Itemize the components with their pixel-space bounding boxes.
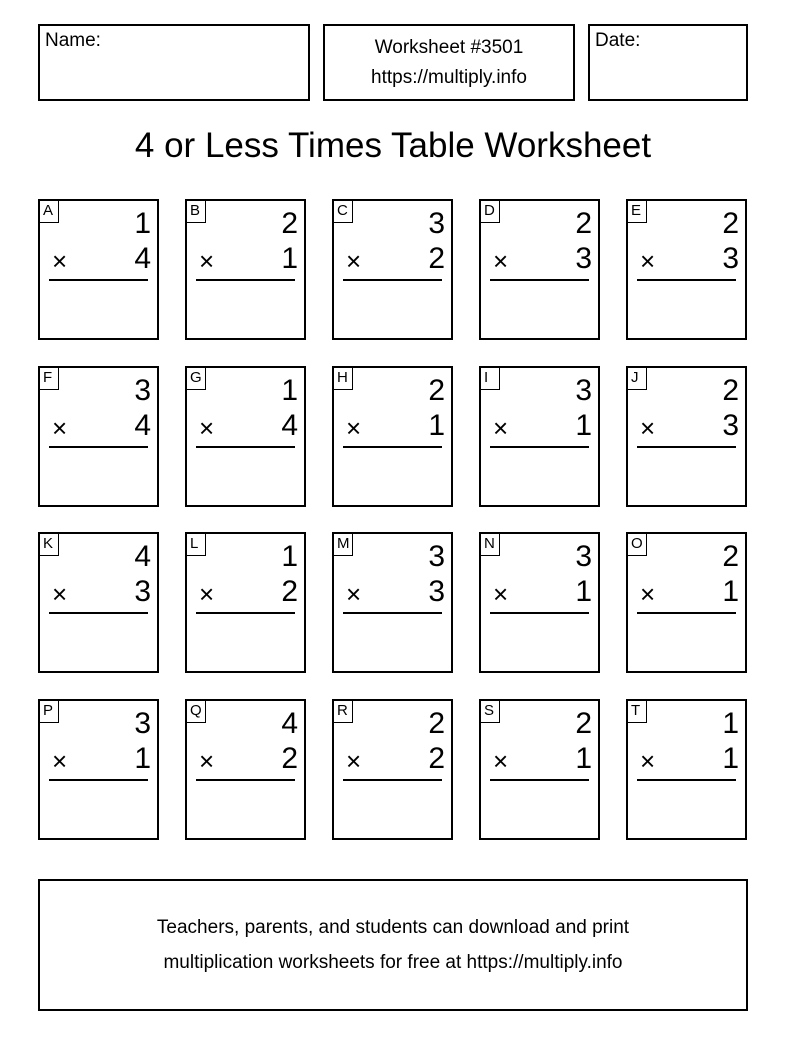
- answer-line: [637, 779, 736, 781]
- multiplier: 2: [428, 242, 445, 275]
- times-sign: ×: [199, 413, 215, 443]
- times-sign: ×: [493, 579, 509, 609]
- answer-line: [343, 612, 442, 614]
- times-sign: ×: [199, 246, 215, 276]
- multiplicand: 4: [134, 540, 151, 573]
- answer-line: [490, 779, 589, 781]
- problem-letter: S: [481, 701, 500, 723]
- multiplicand: 2: [722, 540, 739, 573]
- multiplicand: 2: [281, 207, 298, 240]
- multiplier: 1: [575, 409, 592, 442]
- multiplicand: 4: [281, 707, 298, 740]
- problem-card[interactable]: [332, 366, 453, 507]
- problem-card[interactable]: [38, 199, 159, 340]
- multiplier: 1: [575, 742, 592, 775]
- times-sign: ×: [346, 413, 362, 443]
- page-title: 4 or Less Times Table Worksheet: [134, 126, 652, 165]
- multiplier: 4: [134, 242, 151, 275]
- multiplier: 3: [134, 575, 151, 608]
- problem-card[interactable]: [185, 366, 306, 507]
- multiplier: 3: [722, 409, 739, 442]
- answer-line: [196, 446, 295, 448]
- multiplicand: 2: [722, 374, 739, 407]
- answer-line: [343, 446, 442, 448]
- multiplier: 2: [428, 742, 445, 775]
- problem-letter: H: [334, 368, 353, 390]
- date-field-box[interactable]: [588, 24, 748, 101]
- answer-line: [343, 279, 442, 281]
- times-sign: ×: [640, 579, 656, 609]
- problem-card[interactable]: [626, 699, 747, 840]
- website-url: https://multiply.info: [371, 67, 527, 88]
- problem-letter: M: [334, 534, 353, 556]
- problem-card[interactable]: [479, 532, 600, 673]
- name-field-box[interactable]: [38, 24, 310, 101]
- times-sign: ×: [52, 246, 68, 276]
- problem-letter: C: [334, 201, 353, 223]
- multiplier: 1: [281, 242, 298, 275]
- times-sign: ×: [493, 246, 509, 276]
- answer-line: [196, 779, 295, 781]
- times-sign: ×: [346, 579, 362, 609]
- problem-card[interactable]: [332, 199, 453, 340]
- problem-card[interactable]: [185, 699, 306, 840]
- problem-card[interactable]: [185, 199, 306, 340]
- times-sign: ×: [640, 746, 656, 776]
- date-label: Date:: [595, 30, 641, 51]
- problem-card[interactable]: [332, 699, 453, 840]
- multiplicand: 1: [281, 540, 298, 573]
- answer-line: [49, 612, 148, 614]
- problem-card[interactable]: [626, 366, 747, 507]
- multiplier: 4: [281, 409, 298, 442]
- times-sign: ×: [52, 413, 68, 443]
- answer-line: [49, 279, 148, 281]
- problem-letter: B: [187, 201, 206, 223]
- multiplicand: 1: [281, 374, 298, 407]
- problem-letter: L: [187, 534, 206, 556]
- problem-card[interactable]: [38, 532, 159, 673]
- problem-letter: T: [628, 701, 647, 723]
- multiplicand: 1: [134, 207, 151, 240]
- multiplicand: 1: [722, 707, 739, 740]
- times-sign: ×: [493, 413, 509, 443]
- multiplier: 3: [575, 242, 592, 275]
- times-sign: ×: [52, 579, 68, 609]
- times-sign: ×: [493, 746, 509, 776]
- problem-letter: Q: [187, 701, 206, 723]
- answer-line: [490, 612, 589, 614]
- worksheet-info-box: [323, 24, 575, 101]
- problem-card[interactable]: [479, 199, 600, 340]
- name-label: Name:: [45, 30, 101, 51]
- problem-letter: K: [40, 534, 59, 556]
- problem-letter: P: [40, 701, 59, 723]
- multiplicand: 2: [428, 707, 445, 740]
- answer-line: [343, 779, 442, 781]
- times-sign: ×: [199, 579, 215, 609]
- multiplier: 1: [722, 742, 739, 775]
- times-sign: ×: [199, 746, 215, 776]
- answer-line: [49, 446, 148, 448]
- problem-letter: O: [628, 534, 647, 556]
- problem-card[interactable]: [38, 366, 159, 507]
- answer-line: [490, 279, 589, 281]
- footer-note: [38, 879, 748, 1011]
- multiplier: 1: [722, 575, 739, 608]
- problem-letter: R: [334, 701, 353, 723]
- multiplicand: 2: [575, 707, 592, 740]
- answer-line: [637, 612, 736, 614]
- multiplicand: 2: [575, 207, 592, 240]
- problem-letter: A: [40, 201, 59, 223]
- answer-line: [637, 446, 736, 448]
- problem-card[interactable]: [479, 699, 600, 840]
- problem-card[interactable]: [626, 199, 747, 340]
- multiplicand: 3: [428, 207, 445, 240]
- problem-letter: I: [481, 368, 500, 390]
- multiplier: 3: [722, 242, 739, 275]
- problem-letter: G: [187, 368, 206, 390]
- answer-line: [490, 446, 589, 448]
- answer-line: [49, 779, 148, 781]
- footer-line-2: multiplication worksheets for free at https://multiply.info: [163, 952, 623, 973]
- multiplicand: 2: [722, 207, 739, 240]
- multiplier: 1: [428, 409, 445, 442]
- multiplicand: 3: [575, 540, 592, 573]
- problem-card[interactable]: [479, 366, 600, 507]
- problem-letter: D: [481, 201, 500, 223]
- multiplier: 1: [575, 575, 592, 608]
- problem-card[interactable]: [185, 532, 306, 673]
- problem-letter: F: [40, 368, 59, 390]
- multiplicand: 3: [134, 707, 151, 740]
- multiplier: 1: [134, 742, 151, 775]
- problem-letter: J: [628, 368, 647, 390]
- multiplier: 4: [134, 409, 151, 442]
- multiplicand: 3: [428, 540, 445, 573]
- answer-line: [196, 279, 295, 281]
- problem-card[interactable]: [38, 699, 159, 840]
- answer-line: [196, 612, 295, 614]
- multiplicand: 2: [428, 374, 445, 407]
- worksheet-number: Worksheet #3501: [374, 37, 524, 58]
- problem-letter: E: [628, 201, 647, 223]
- problem-card[interactable]: [332, 532, 453, 673]
- times-sign: ×: [640, 413, 656, 443]
- times-sign: ×: [346, 746, 362, 776]
- times-sign: ×: [640, 246, 656, 276]
- multiplicand: 3: [134, 374, 151, 407]
- times-sign: ×: [346, 246, 362, 276]
- multiplier: 2: [281, 742, 298, 775]
- multiplicand: 3: [575, 374, 592, 407]
- problem-letter: N: [481, 534, 500, 556]
- times-sign: ×: [52, 746, 68, 776]
- answer-line: [637, 279, 736, 281]
- multiplier: 2: [281, 575, 298, 608]
- footer-line-1: Teachers, parents, and students can download and print: [156, 917, 630, 938]
- problem-card[interactable]: [626, 532, 747, 673]
- multiplier: 3: [428, 575, 445, 608]
